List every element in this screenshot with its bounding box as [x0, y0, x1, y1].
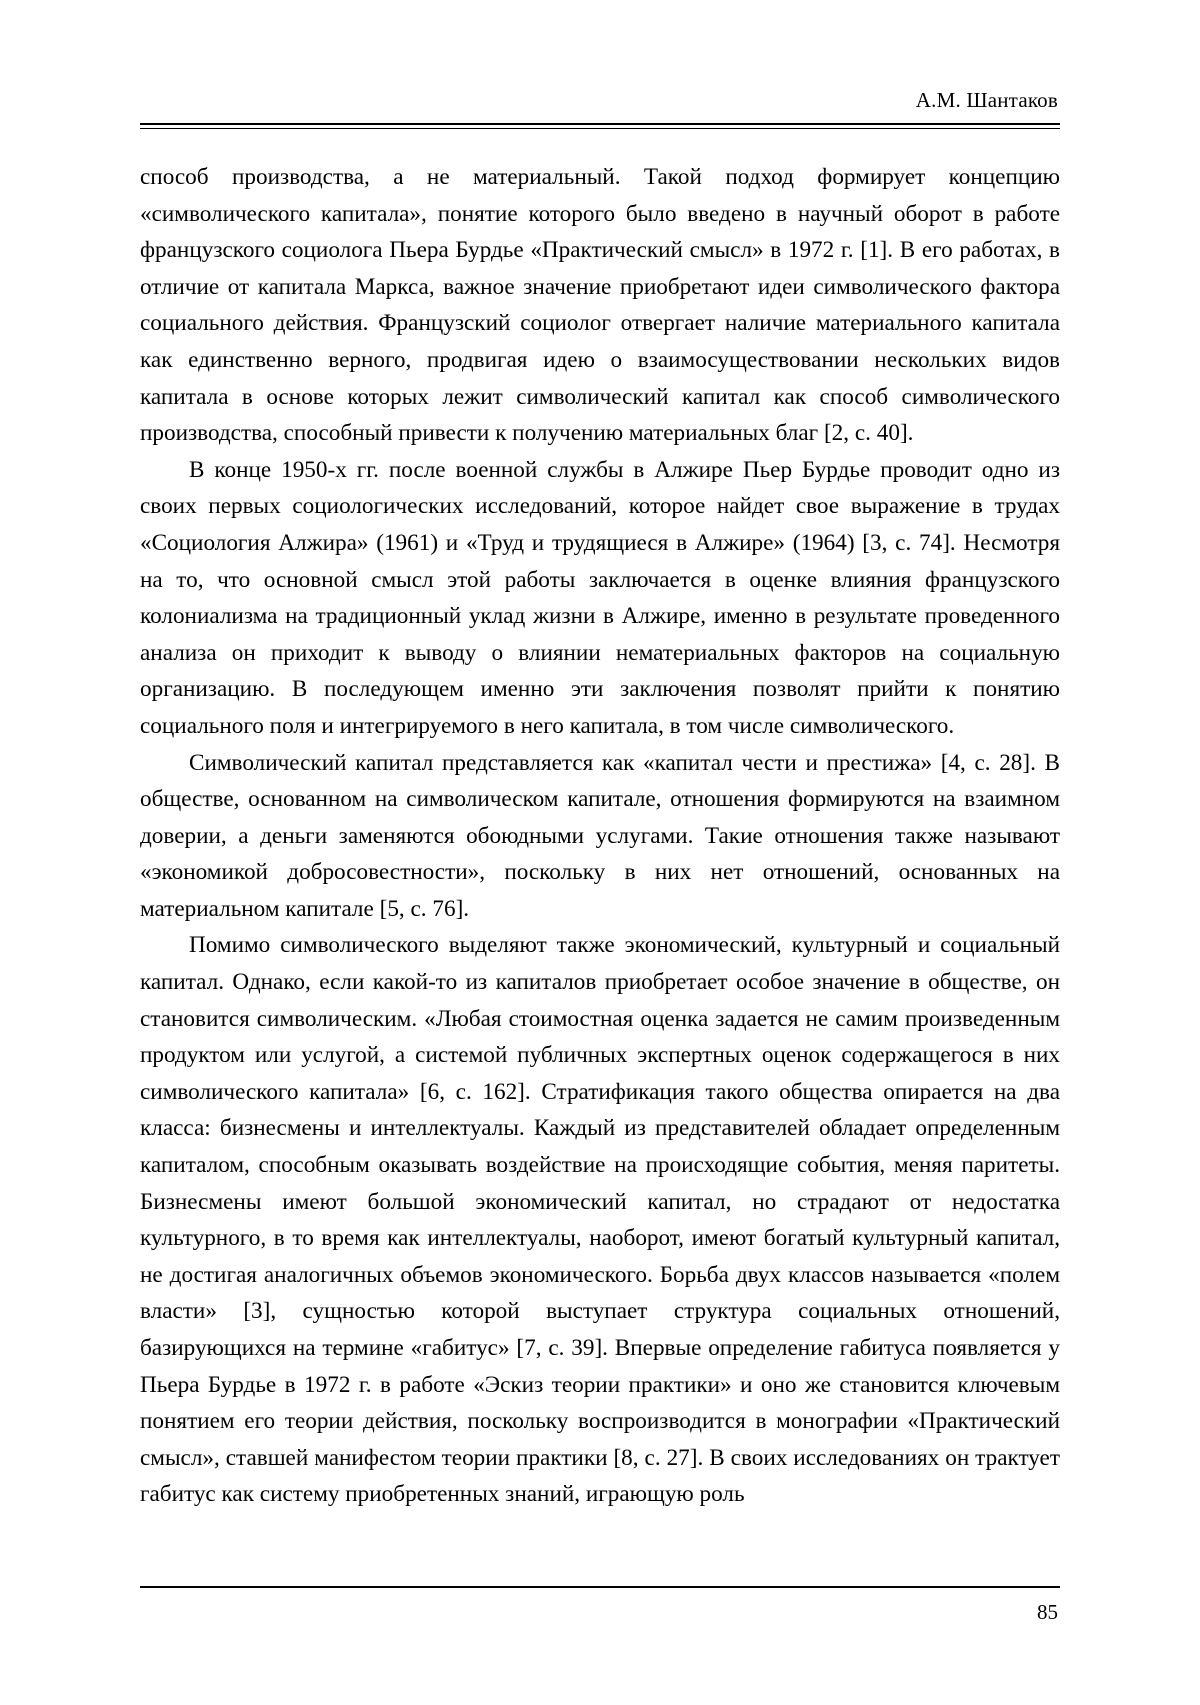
- page-number: 85: [1037, 1600, 1058, 1624]
- footer-divider: [140, 1586, 1060, 1588]
- header-divider: [140, 123, 1060, 129]
- running-head-author: А.М. Шантаков: [915, 88, 1058, 112]
- paragraph: Символический капитал представляется как «капитал чести и престижа» [4, с. 28]. В обществе, основанном на символическом капитале, отношения формируются на взаимном доверии, а деньги заменяются обоюдными услугами. Такие отношения также называют «экономикой добросовестности», поскольку в них нет отношений, основанных на материальном капитале [5, с. 76].: [140, 749, 1060, 922]
- paragraph: В конце 1950-х гг. после военной службы в Алжире Пьер Бурдье проводит одно из своих первых социологических исследований, которое найдет свое выражение в трудах «Социология Алжира» (1961) и «Труд и трудящиеся в Алжире» (1964) [3, с. 74]. Несмотря на то, что основной смысл этой работы заключается в оценке влияния французского колониализма на традиционный уклад жизни в Алжире, именно в результате проведенного анализа он приходит к выводу о влиянии нематериальных факторов на социальную организацию. В последующем именно эти заключения позволят прийти к понятию социального поля и интегрируемого в него капитала, в том числе символического.: [140, 456, 1060, 739]
- paragraph: Помимо символического выделяют также экономический, культурный и социальный капитал. Однако, если какой-то из капиталов приобретает особое значение в обществе, он становится символическим. «Любая стоимостная оценка задается не самим произведенным продуктом или услугой, а системой публичных экспертных оценок содержащегося в них символического капитала» [6, с. 162]. Стратификация такого общества опирается на два класса: бизнесмены и интеллектуалы. Каждый из представителей обладает определенным капиталом, способным оказывать воздействие на происходящие события, меняя паритеты. Бизнесмены имеют большой экономический капитал, но страдают от недостатка культурного, в то время как интеллектуалы, наоборот, имеют богатый культурный капитал, не достигая аналогичных объемов экономического. Борьба двух классов называется «полем власти» [3], сущностью которой выступает структура социальных отношений, базирующихся на термине «габитус» [7, с. 39]. Впервые определение габитуса появляется у Пьера Бурдье в 1972 г. в работе «Эскиз теории практики» и оно же становится ключевым понятием его теории действия, поскольку воспроизводится в монографии «Практический смысл», ставшей манифестом теории практики [8, с. 27]. В своих исследованиях он трактует габитус как систему приобретенных знаний, играющую роль: [140, 932, 1060, 1508]
- page-body: [140, 159, 1060, 1513]
- paragraph: способ производства, а не материальный. Такой подход формирует концепцию «символического капитала», понятие которого было введено в научный оборот в работе французского социолога Пьера Бурдье «Практический смысл» в 1972 г. [1]. В его работах, в отличие от капитала Маркса, важное значение приобретают идеи символического фактора социального действия. Французский социолог отвергает наличие материального капитала как единственно верного, продвигая идею о взаимосуществовании нескольких видов капитала в основе которых лежит символический капитал как способ символического производства, способный привести к получению материальных благ [2, с. 40].: [140, 164, 1060, 447]
- page-footer: [140, 1586, 1060, 1625]
